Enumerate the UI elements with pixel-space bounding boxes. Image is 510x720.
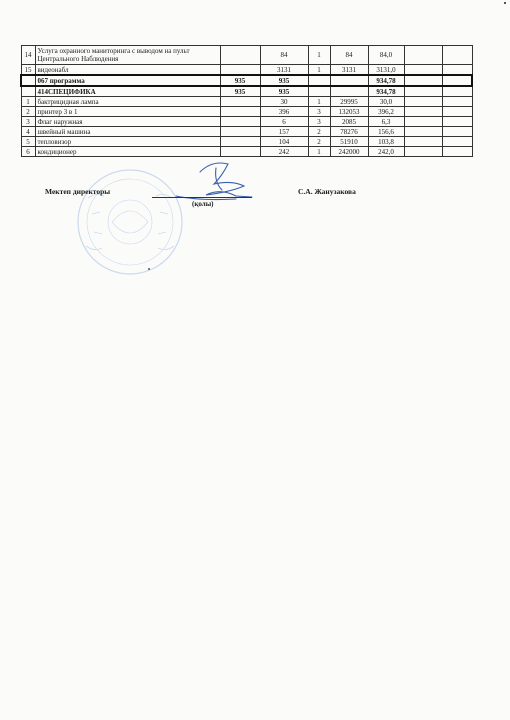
table-row [21,117,472,127]
table-cell-c7: 934,78 [368,75,404,86]
table-cell-c5: 1 [308,65,330,76]
table-row [21,86,472,97]
table-cell-c5: 1 [308,46,330,65]
table-row [21,127,472,137]
table-cell-num [21,75,35,86]
table-row [21,97,472,107]
table-cell-c7: 6,3 [368,117,404,127]
table-row [21,107,472,117]
table-cell-c5: 1 [308,147,330,157]
table-cell-c5 [308,75,330,86]
table-cell-c9 [442,75,472,86]
table-cell-name: кондиционер [35,147,220,157]
table-cell-c3 [220,137,260,147]
table-cell-c3: 935 [220,75,260,86]
table-row [21,75,472,86]
table-cell-c8 [404,137,442,147]
table-cell-name: швейный машина [35,127,220,137]
table-cell-c6 [330,86,368,97]
page-corner-mark [504,2,506,4]
table-cell-c9 [442,107,472,117]
round-stamp-seal [78,170,182,274]
table-cell-name: видеонабл [35,65,220,76]
ink-dot [148,268,150,270]
table-cell-c6: 132053 [330,107,368,117]
table-cell-c4: 396 [260,107,308,117]
table-cell-c7: 242,0 [368,147,404,157]
table-cell-num: 2 [21,107,35,117]
table-cell-c5: 1 [308,97,330,107]
table-cell-c5: 2 [308,137,330,147]
table-cell-c8 [404,97,442,107]
table-row [21,147,472,157]
table-cell-c6: 51910 [330,137,368,147]
table-cell-c9 [442,147,472,157]
table-cell-c6: 84 [330,46,368,65]
table-cell-name: 414СПЕЦИФИКА [35,86,220,97]
table-cell-num: 5 [21,137,35,147]
table-cell-name: тепловизор [35,137,220,147]
table-cell-c6: 3131 [330,65,368,76]
table-cell-c9 [442,127,472,137]
signature-caption: (қолы) [192,200,214,208]
table-cell-c7: 84,0 [368,46,404,65]
table-cell-c9 [442,97,472,107]
table-cell-c4: 157 [260,127,308,137]
table-cell-c6: 242000 [330,147,368,157]
table-cell-c4: 242 [260,147,308,157]
table-cell-c9 [442,86,472,97]
table-cell-c5 [308,86,330,97]
table-cell-num: 3 [21,117,35,127]
table-cell-num: 4 [21,127,35,137]
table-cell-c7: 934,78 [368,86,404,97]
table-cell-c6: 2085 [330,117,368,127]
table-cell-c3 [220,117,260,127]
table-cell-name: 067 программа [35,75,220,86]
table-cell-c9 [442,65,472,76]
budget-table [20,45,473,157]
budget-table-body [21,46,472,157]
table-cell-name: Услуга охранного маниторинга с выводом на пульт Центрального Наблюдения [35,46,220,65]
table-cell-num: 1 [21,97,35,107]
table-cell-c4: 84 [260,46,308,65]
table-cell-c4: 3131 [260,65,308,76]
table-cell-c4: 935 [260,86,308,97]
table-cell-c8 [404,117,442,127]
table-cell-c6: 29995 [330,97,368,107]
table-cell-c6 [330,75,368,86]
table-cell-c8 [404,107,442,117]
table-cell-c3 [220,97,260,107]
table-cell-c9 [442,117,472,127]
table-cell-num: 14 [21,46,35,65]
table-cell-c8 [404,65,442,76]
table-cell-c9 [442,46,472,65]
table-row [21,65,472,76]
table-cell-c8 [404,127,442,137]
table-cell-name: Флаг наружная [35,117,220,127]
table-row [21,137,472,147]
table-cell-c3 [220,65,260,76]
table-cell-c3 [220,46,260,65]
table-cell-name: бактрицидная лампа [35,97,220,107]
table-cell-c3 [220,127,260,137]
table-cell-c3 [220,107,260,117]
table-cell-num: 6 [21,147,35,157]
table-cell-c5: 3 [308,107,330,117]
table-cell-c7: 30,0 [368,97,404,107]
director-label: Мектеп директоры [45,187,111,196]
table-cell-name: принтер 3 в 1 [35,107,220,117]
signature-line [152,197,252,198]
table-cell-c4: 935 [260,75,308,86]
handwritten-signature [176,163,252,200]
table-cell-c3: 935 [220,86,260,97]
table-row [21,46,472,65]
table-cell-c8 [404,147,442,157]
table-cell-c4: 30 [260,97,308,107]
table-cell-c8 [404,75,442,86]
table-cell-c4: 6 [260,117,308,127]
table-cell-c8 [404,46,442,65]
table-cell-num [21,86,35,97]
table-cell-c8 [404,86,442,97]
director-name: С.А. Жанузакова [298,187,356,196]
table-cell-c5: 3 [308,117,330,127]
table-cell-c7: 396,2 [368,107,404,117]
table-cell-c4: 104 [260,137,308,147]
table-cell-c7: 3131,0 [368,65,404,76]
table-cell-c5: 2 [308,127,330,137]
table-cell-c3 [220,147,260,157]
table-cell-c9 [442,137,472,147]
table-cell-num: 15 [21,65,35,76]
table-cell-c7: 156,6 [368,127,404,137]
table-cell-c7: 103,8 [368,137,404,147]
table-cell-c6: 78276 [330,127,368,137]
